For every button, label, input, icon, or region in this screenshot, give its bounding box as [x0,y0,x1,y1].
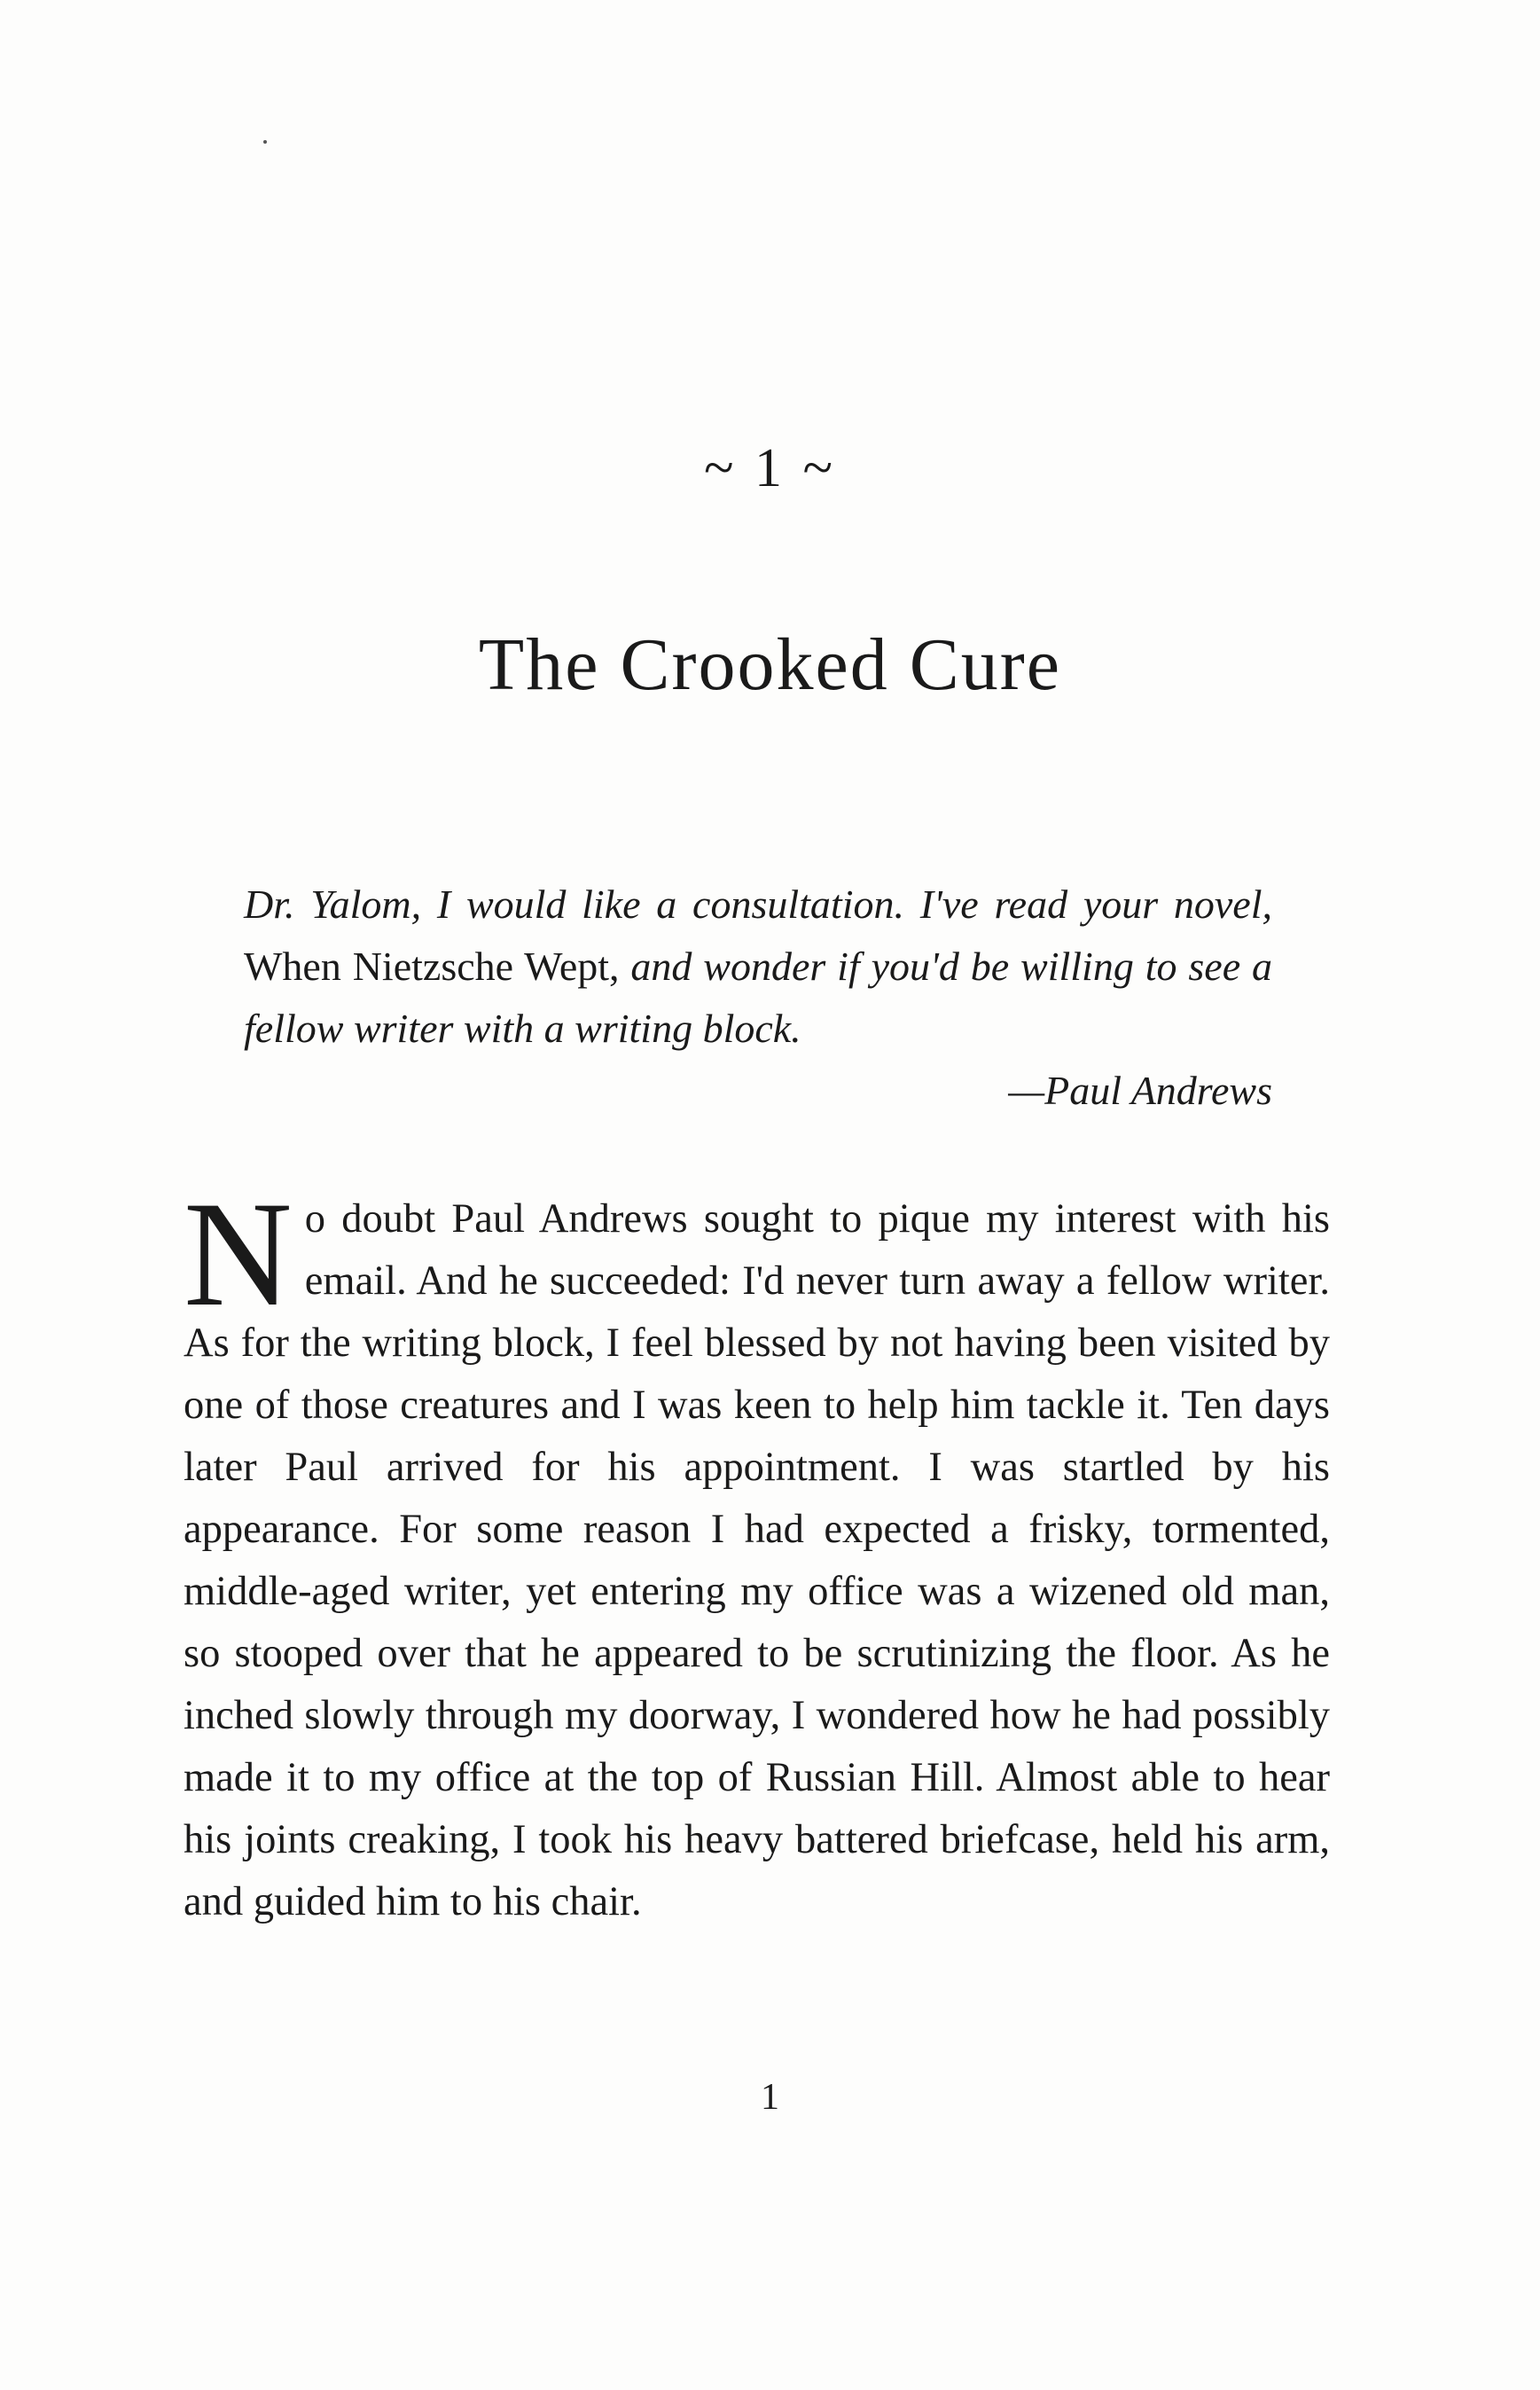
epigraph [244,874,1272,1060]
epigraph-book-title: When Nietzsche Wept, [244,944,620,989]
scan-speck [263,140,267,144]
chapter-title: The Crooked Cure [478,623,1062,706]
epigraph-attribution: —Paul Andrews [1008,1068,1272,1113]
drop-cap: N [184,1171,293,1337]
epigraph-text [244,874,1272,1060]
body-paragraph [184,1171,1330,1933]
chapter-number: ~ 1 ~ [703,438,837,498]
epigraph-line-2: and wonder if you'd be willing to see a fellow writer with a writing block. [244,944,1272,1051]
body-paragraph-text: o doubt Paul Andrews sought to pique my interest with his email. And he succeeded: I'd never turn away a fellow writer. As for the writing block, I feel blessed by not having been visited by one of those creatures and I was keen to help him tackle it. Ten days later Paul arrived for his appointment. I was startled by his appearance. For some reason I had expected a frisky, tormented, middle-aged writer, yet entering my office was a wizened old man, so stooped over that he appeared to be scrutinizing the floor. As he inched slowly through my doorway, I wondered how he had possibly made it to my office at the top of Russian Hill. Almost able to hear his joints creaking, I took his heavy battered briefcase, held his arm, and guided him to his chair. [184,1196,1330,1924]
epigraph-line-1: Dr. Yalom, I would like a consultation. I've read your novel, [244,882,1272,927]
page-number: 1 [761,2077,779,2118]
